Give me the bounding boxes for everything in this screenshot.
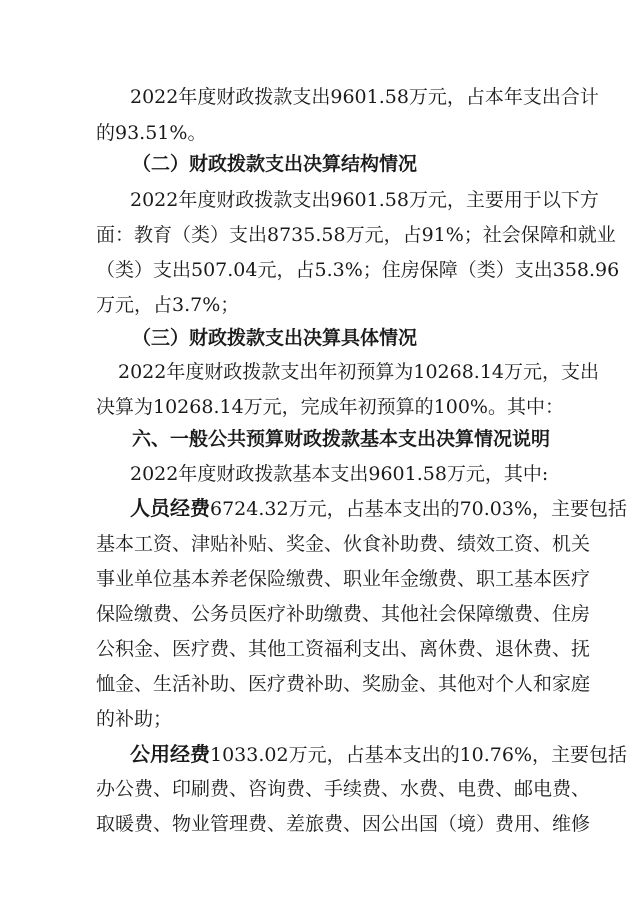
paragraph-line: 办公费、印刷费、咨询费、手续费、水费、电费、邮电费、 bbox=[96, 778, 591, 800]
paragraph-line: 万元，占3.7%； bbox=[96, 294, 240, 316]
paragraph-line bbox=[130, 741, 627, 767]
paragraph-line: 基本工资、津贴补贴、奖金、伙食补助费、绩效工资、机关 bbox=[96, 533, 591, 555]
term-label: 公用经费 bbox=[130, 742, 210, 766]
paragraph-line: 面：教育（类）支出8735.58万元，占91%；社会保障和就业 bbox=[96, 224, 616, 246]
term-label: 人员经费 bbox=[130, 496, 210, 520]
paragraph-line: 2022年度财政拨款支出9601.58万元，占本年支出合计 bbox=[130, 86, 599, 108]
paragraph-line: （类）支出507.04元，占5.3%；住房保障（类）支出358.96 bbox=[96, 259, 620, 281]
section-heading: （三）财政拨款支出决算具体情况 bbox=[132, 327, 418, 349]
paragraph-line: 的93.51%。 bbox=[96, 122, 207, 144]
paragraph-line: 保险缴费、公务员医疗补助缴费、其他社会保障缴费、住房 bbox=[96, 603, 591, 625]
paragraph-text: 1033.02万元，占基本支出的10.76%，主要包括 bbox=[210, 744, 628, 766]
section-heading: （二）财政拨款支出决算结构情况 bbox=[132, 153, 418, 175]
paragraph-line: 2022年度财政拨款支出9601.58万元，主要用于以下方 bbox=[130, 189, 599, 211]
paragraph-line: 决算为10268.14万元，完成年初预算的100%。其中： bbox=[96, 396, 564, 418]
paragraph-line: 公积金、医疗费、其他工资福利支出、离休费、退休费、抚 bbox=[96, 638, 591, 660]
paragraph-text: 6724.32万元，占基本支出的70.03%，主要包括 bbox=[210, 498, 628, 520]
paragraph-line: 2022年度财政拨款支出年初预算为10268.14万元，支出 bbox=[118, 361, 600, 383]
paragraph-line: 2022年度财政拨款基本支出9601.58万元，其中: bbox=[130, 463, 549, 485]
section-heading: 六、一般公共预算财政拨款基本支出决算情况说明 bbox=[132, 428, 551, 450]
paragraph-line bbox=[130, 495, 627, 521]
paragraph-line: 的补助； bbox=[96, 708, 173, 730]
paragraph-line: 事业单位基本养老保险缴费、职业年金缴费、职工基本医疗 bbox=[96, 568, 591, 590]
paragraph-line: 取暖费、物业管理费、差旅费、因公出国（境）费用、维修 bbox=[96, 813, 591, 835]
paragraph-line: 恤金、生活补助、医疗费补助、奖励金、其他对个人和家庭 bbox=[96, 673, 591, 695]
